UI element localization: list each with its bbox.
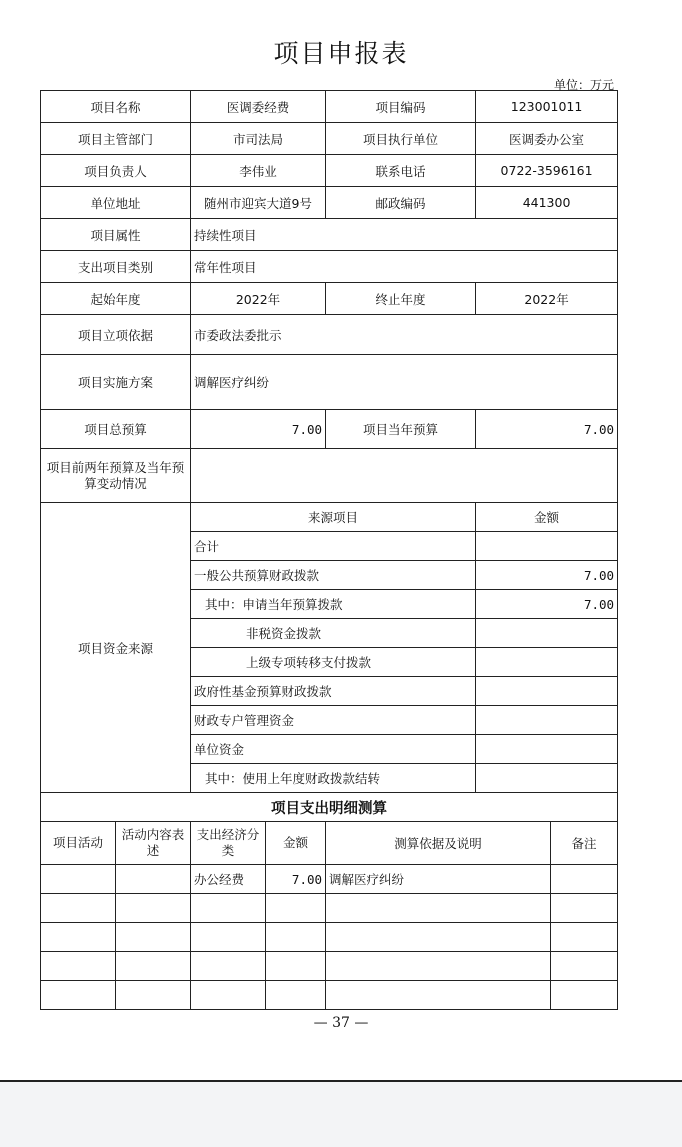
- detail-row: [41, 923, 618, 952]
- label-address: 单位地址: [41, 187, 191, 219]
- fund-row-amount: [476, 619, 618, 648]
- detail-header-row: [41, 822, 618, 865]
- detail-section-row: [41, 793, 618, 822]
- label-basis: 项目立项依据: [41, 315, 191, 355]
- detail-cell: [326, 894, 551, 923]
- value-plan: 调解医疗纠纷: [191, 355, 618, 410]
- detail-cell: [116, 894, 191, 923]
- label-total-budget: 项目总预算: [41, 410, 191, 449]
- detail-cell: [191, 923, 266, 952]
- detail-cell: [191, 981, 266, 1010]
- label-project-name: 项目名称: [41, 91, 191, 123]
- value-end-year: 2022年: [476, 283, 618, 315]
- detail-cell: [266, 894, 326, 923]
- label-dept: 项目主管部门: [41, 123, 191, 155]
- fund-row-amount: [476, 677, 618, 706]
- fund-header-row: [41, 503, 618, 532]
- fund-row-amount: [476, 532, 618, 561]
- value-total-budget: 7.00: [191, 410, 326, 449]
- row-expense-type: [41, 251, 618, 283]
- detail-header-cell: 金额: [266, 822, 326, 865]
- detail-cell: [191, 894, 266, 923]
- detail-row: [41, 981, 618, 1010]
- detail-header-cell: 备注: [551, 822, 618, 865]
- fund-row-label: 合计: [191, 532, 476, 561]
- fund-row-label: 单位资金: [191, 735, 476, 764]
- detail-cell: [551, 894, 618, 923]
- detail-header-cell: 项目活动: [41, 822, 116, 865]
- detail-cell: [551, 952, 618, 981]
- fund-row-label: 一般公共预算财政拨款: [191, 561, 476, 590]
- detail-cell: [116, 952, 191, 981]
- label-phone: 联系电话: [326, 155, 476, 187]
- unit-label: 单位：万元: [553, 78, 614, 92]
- detail-cell: [191, 952, 266, 981]
- label-postcode: 邮政编码: [326, 187, 476, 219]
- label-exec-unit: 项目执行单位: [326, 123, 476, 155]
- row-address: [41, 187, 618, 219]
- detail-cell: 办公经费: [191, 865, 266, 894]
- value-postcode: 441300: [476, 187, 618, 219]
- row-project-name: [41, 91, 618, 123]
- value-start-year: 2022年: [191, 283, 326, 315]
- label-end-year: 终止年度: [326, 283, 476, 315]
- detail-cell: [41, 865, 116, 894]
- detail-header-cell: 测算依据及说明: [326, 822, 551, 865]
- detail-cell: [551, 981, 618, 1010]
- detail-row: [41, 865, 618, 894]
- fund-row-amount: [476, 706, 618, 735]
- label-manager: 项目负责人: [41, 155, 191, 187]
- fund-row-amount: 7.00: [476, 590, 618, 619]
- viewer-footer: [0, 1082, 682, 1147]
- fund-row-label: 政府性基金预算财政拨款: [191, 677, 476, 706]
- label-fund-source: 项目资金来源: [41, 503, 191, 793]
- row-manager: [41, 155, 618, 187]
- value-prev-change: [191, 449, 618, 503]
- row-years: [41, 283, 618, 315]
- detail-cell: [551, 923, 618, 952]
- fund-row-label: 财政专户管理资金: [191, 706, 476, 735]
- detail-cell: [326, 981, 551, 1010]
- row-dept: [41, 123, 618, 155]
- row-attribute: [41, 219, 618, 251]
- fund-row-label: 其中：使用上年度财政拨款结转: [191, 764, 476, 793]
- row-budget: [41, 410, 618, 449]
- fund-row-amount: [476, 764, 618, 793]
- fund-row-amount: [476, 648, 618, 677]
- label-prev-change: 项目前两年预算及当年预算变动情况: [41, 449, 191, 503]
- label-start-year: 起始年度: [41, 283, 191, 315]
- value-basis: 市委政法委批示: [191, 315, 618, 355]
- fund-row-amount: 7.00: [476, 561, 618, 590]
- detail-cell: [266, 952, 326, 981]
- detail-cell: [41, 981, 116, 1010]
- project-form-table: [40, 90, 618, 1010]
- label-plan: 项目实施方案: [41, 355, 191, 410]
- detail-section-title: 项目支出明细测算: [41, 793, 618, 822]
- detail-cell: 调解医疗纠纷: [326, 865, 551, 894]
- detail-header-cell: 活动内容表述: [116, 822, 191, 865]
- detail-row: [41, 952, 618, 981]
- value-project-code: 123001011: [476, 91, 618, 123]
- page-number: — 37 —: [313, 1015, 369, 1031]
- fund-row-label: 其中：申请当年预算拨款: [191, 590, 476, 619]
- label-attribute: 项目属性: [41, 219, 191, 251]
- detail-cell: [266, 923, 326, 952]
- label-expense-type: 支出项目类别: [41, 251, 191, 283]
- row-plan: [41, 355, 618, 410]
- detail-cell: [266, 981, 326, 1010]
- value-expense-type: 常年性项目: [191, 251, 618, 283]
- detail-cell: [326, 923, 551, 952]
- value-project-name: 医调委经费: [191, 91, 326, 123]
- value-attribute: 持续性项目: [191, 219, 618, 251]
- detail-cell: 7.00: [266, 865, 326, 894]
- detail-cell: [116, 923, 191, 952]
- label-project-code: 项目编码: [326, 91, 476, 123]
- detail-cell: [116, 865, 191, 894]
- label-current-budget: 项目当年预算: [326, 410, 476, 449]
- value-manager: 李伟业: [191, 155, 326, 187]
- value-exec-unit: 医调委办公室: [476, 123, 618, 155]
- detail-cell: [41, 923, 116, 952]
- value-phone: 0722-3596161: [476, 155, 618, 187]
- fund-row-label: 非税资金拨款: [191, 619, 476, 648]
- detail-row: [41, 894, 618, 923]
- detail-cell: [551, 865, 618, 894]
- detail-cell: [41, 894, 116, 923]
- value-address: 随州市迎宾大道9号: [191, 187, 326, 219]
- page-title: 项目申报表: [273, 39, 409, 68]
- fund-header-amount: 金额: [476, 503, 618, 532]
- fund-row-label: 上级专项转移支付拨款: [191, 648, 476, 677]
- detail-cell: [326, 952, 551, 981]
- row-prev-change: [41, 449, 618, 503]
- detail-cell: [116, 981, 191, 1010]
- detail-header-cell: 支出经济分类: [191, 822, 266, 865]
- detail-cell: [41, 952, 116, 981]
- value-dept: 市司法局: [191, 123, 326, 155]
- value-current-budget: 7.00: [476, 410, 618, 449]
- fund-row-amount: [476, 735, 618, 764]
- fund-header-source: 来源项目: [191, 503, 476, 532]
- row-basis: [41, 315, 618, 355]
